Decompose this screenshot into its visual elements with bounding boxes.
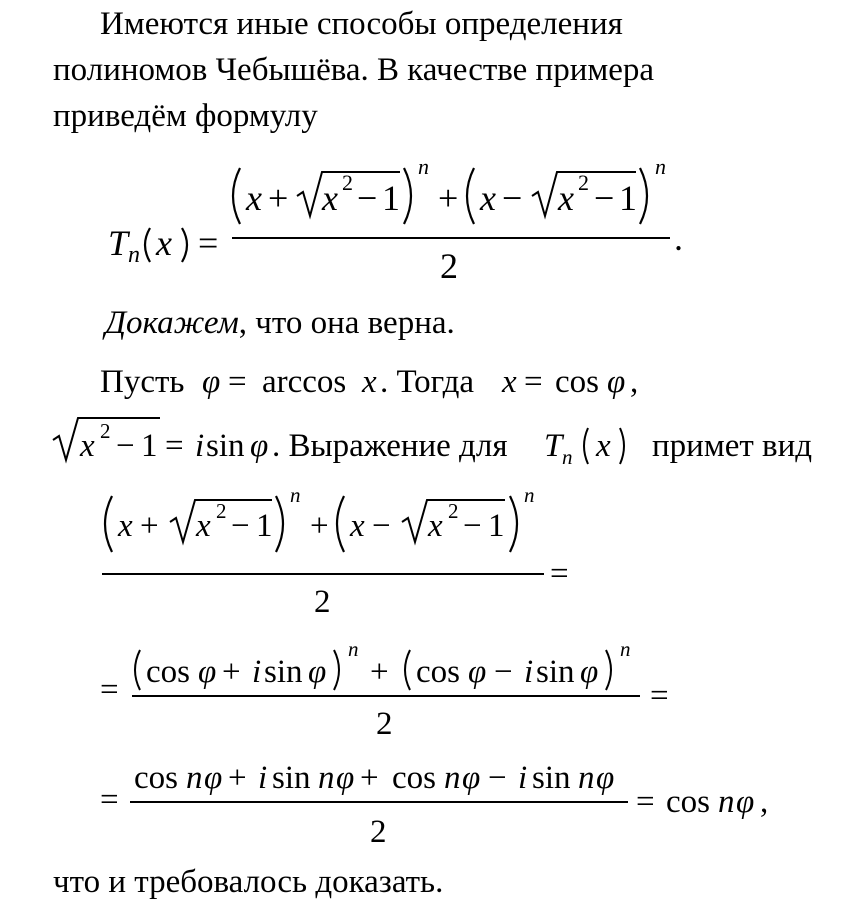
svg-text:−: − bbox=[594, 178, 615, 218]
svg-text:2: 2 bbox=[578, 170, 589, 195]
svg-text:φ: φ bbox=[736, 784, 755, 820]
svg-text:примет вид: примет вид bbox=[652, 428, 813, 464]
svg-text:n: n bbox=[290, 483, 301, 507]
svg-text:x: x bbox=[480, 178, 496, 218]
svg-text:x: x bbox=[362, 364, 377, 400]
svg-text:T: T bbox=[544, 428, 563, 464]
svg-text:n: n bbox=[655, 154, 666, 179]
svg-text:x: x bbox=[156, 223, 172, 263]
svg-text:+: + bbox=[222, 654, 241, 690]
prove-word: Докажем bbox=[105, 305, 239, 341]
svg-text:−: − bbox=[463, 508, 482, 544]
svg-text:cos: cos bbox=[666, 784, 710, 820]
svg-text:x: x bbox=[196, 508, 211, 544]
svg-text:2: 2 bbox=[216, 499, 227, 523]
svg-text:x: x bbox=[350, 508, 365, 544]
svg-text:T: T bbox=[108, 223, 129, 263]
svg-text:+: + bbox=[438, 178, 459, 218]
svg-text:1: 1 bbox=[256, 508, 273, 544]
svg-text:sin: sin bbox=[532, 760, 571, 796]
svg-text:n: n bbox=[418, 154, 429, 179]
svg-text:cos: cos bbox=[146, 654, 190, 690]
svg-text:+: + bbox=[310, 508, 329, 544]
svg-text:1: 1 bbox=[619, 178, 637, 218]
formula-step-2 bbox=[0, 634, 856, 744]
paragraph-line-1: Имеются иные способы определения bbox=[100, 6, 623, 42]
svg-text:φ: φ bbox=[462, 760, 481, 796]
svg-text:−: − bbox=[502, 178, 523, 218]
prove-line bbox=[105, 307, 455, 340]
svg-text:i: i bbox=[252, 654, 262, 690]
svg-text:+: + bbox=[370, 654, 389, 690]
svg-text:x: x bbox=[322, 178, 338, 218]
svg-text:2: 2 bbox=[342, 170, 353, 195]
svg-text:1: 1 bbox=[141, 428, 158, 464]
svg-text:=: = bbox=[524, 364, 543, 400]
svg-text:x: x bbox=[246, 178, 262, 218]
svg-text:n: n bbox=[562, 445, 573, 469]
svg-text:1: 1 bbox=[488, 508, 505, 544]
prove-rest: , что она верна. bbox=[238, 305, 455, 341]
svg-text:=: = bbox=[198, 223, 219, 263]
svg-text:n: n bbox=[524, 483, 535, 507]
svg-text:n: n bbox=[318, 760, 335, 796]
svg-text:φ: φ bbox=[468, 654, 487, 690]
svg-text:+: + bbox=[268, 178, 289, 218]
svg-text:cos: cos bbox=[134, 760, 178, 796]
svg-text:n: n bbox=[578, 760, 595, 796]
svg-text:n: n bbox=[718, 784, 735, 820]
svg-text:,: , bbox=[630, 364, 639, 400]
svg-text:−: − bbox=[372, 508, 391, 544]
svg-text:arccos: arccos bbox=[262, 364, 347, 400]
svg-text:φ: φ bbox=[336, 760, 355, 796]
svg-text:n: n bbox=[348, 637, 359, 661]
svg-text:2: 2 bbox=[440, 246, 458, 286]
svg-text:x: x bbox=[118, 508, 133, 544]
paragraph-line-2: полиномов Чебышёва. В качестве примера bbox=[53, 52, 655, 88]
svg-text:φ: φ bbox=[204, 760, 223, 796]
svg-text:n: n bbox=[444, 760, 461, 796]
svg-text:.: . bbox=[674, 218, 683, 258]
paragraph-line-3: приведём формулу bbox=[53, 98, 318, 134]
svg-text:=: = bbox=[650, 678, 669, 714]
svg-text:2: 2 bbox=[376, 706, 393, 742]
svg-text:n: n bbox=[186, 760, 203, 796]
svg-text:−: − bbox=[116, 428, 135, 464]
svg-text:n: n bbox=[128, 242, 140, 268]
svg-text:=: = bbox=[100, 672, 119, 708]
svg-text:,: , bbox=[760, 784, 769, 820]
svg-text:x: x bbox=[596, 428, 611, 464]
svg-text:1: 1 bbox=[382, 178, 400, 218]
let-line bbox=[0, 358, 856, 408]
svg-text:=: = bbox=[228, 364, 247, 400]
svg-text:+: + bbox=[228, 760, 247, 796]
svg-text:sin: sin bbox=[264, 654, 303, 690]
svg-text:φ: φ bbox=[308, 654, 327, 690]
svg-text:x: x bbox=[428, 508, 443, 544]
svg-text:=: = bbox=[636, 784, 655, 820]
formula-step-1 bbox=[0, 478, 856, 618]
svg-text:+: + bbox=[140, 508, 159, 544]
svg-text:=: = bbox=[100, 782, 119, 818]
svg-text:φ: φ bbox=[607, 364, 626, 400]
svg-text:φ: φ bbox=[202, 364, 221, 400]
svg-text:i: i bbox=[524, 654, 534, 690]
svg-text:Пусть: Пусть bbox=[100, 364, 185, 400]
svg-text:cos: cos bbox=[392, 760, 436, 796]
svg-text:sin: sin bbox=[536, 654, 575, 690]
svg-text:x: x bbox=[80, 428, 95, 464]
svg-text:φ: φ bbox=[250, 428, 269, 464]
sqrt-line bbox=[0, 410, 856, 470]
svg-text:φ: φ bbox=[596, 760, 615, 796]
svg-text:2: 2 bbox=[370, 814, 387, 850]
formula-chebyshev-definition bbox=[0, 150, 856, 290]
svg-text:. Тогда: . Тогда bbox=[380, 364, 475, 400]
svg-text:sin: sin bbox=[272, 760, 311, 796]
svg-text:2: 2 bbox=[314, 584, 331, 618]
svg-text:=: = bbox=[550, 556, 569, 592]
svg-text:x: x bbox=[502, 364, 517, 400]
svg-text:cos: cos bbox=[555, 364, 599, 400]
svg-text:n: n bbox=[620, 637, 631, 661]
svg-text:−: − bbox=[231, 508, 250, 544]
svg-text:φ: φ bbox=[580, 654, 599, 690]
svg-text:. Выражение для: . Выражение для bbox=[272, 428, 508, 464]
svg-text:i: i bbox=[195, 428, 205, 464]
formula-step-3 bbox=[0, 746, 856, 856]
svg-text:x: x bbox=[558, 178, 574, 218]
svg-text:cos: cos bbox=[416, 654, 460, 690]
svg-text:−: − bbox=[357, 178, 378, 218]
svg-text:φ: φ bbox=[198, 654, 217, 690]
svg-text:−: − bbox=[494, 654, 513, 690]
svg-text:=: = bbox=[165, 428, 184, 464]
svg-text:2: 2 bbox=[100, 419, 111, 443]
svg-text:2: 2 bbox=[448, 499, 459, 523]
svg-text:i: i bbox=[258, 760, 268, 796]
svg-text:−: − bbox=[488, 760, 507, 796]
svg-text:+: + bbox=[360, 760, 379, 796]
svg-text:i: i bbox=[518, 760, 528, 796]
conclusion-line: что и требовалось доказать. bbox=[53, 864, 444, 900]
svg-text:sin: sin bbox=[206, 428, 245, 464]
